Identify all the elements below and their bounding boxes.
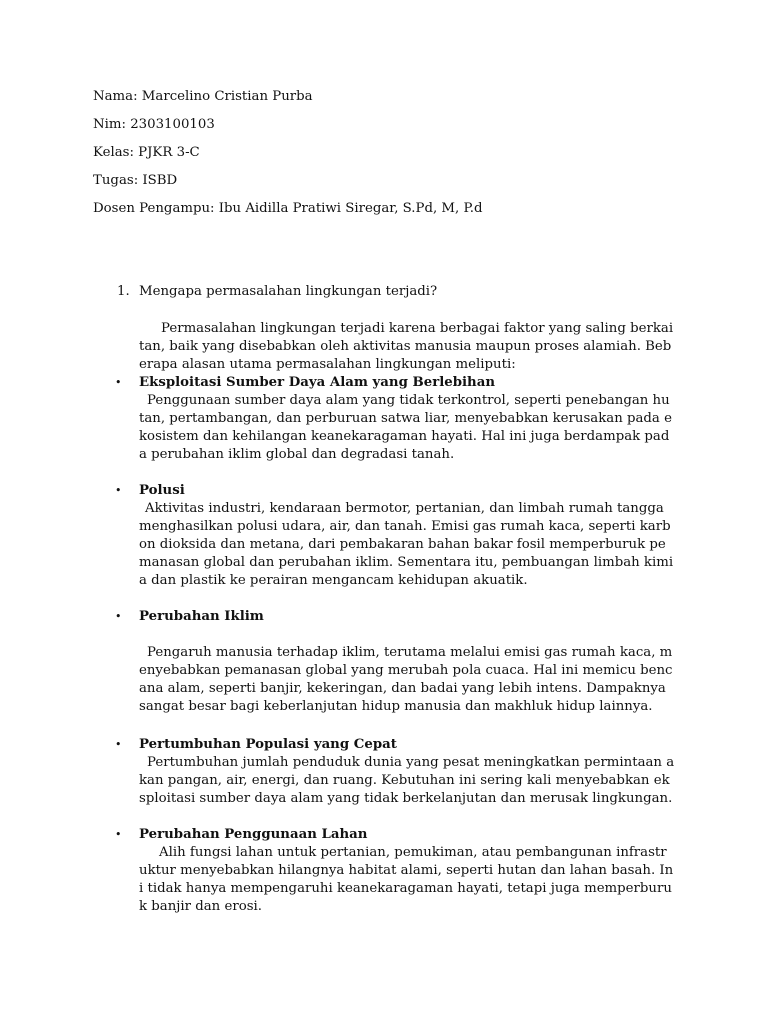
section-body: Pertumbuhan jumlah penduduk dunia yang pesat meningkatkan permintaan akan pangan, air, energi, dan ruang. Kebutuhan ini sering kali menyebabkan eksploitasi sumber daya alam yang tidak berkelanjutan dan merusak lingkungan. [139, 755, 675, 806]
section-body: Pengaruh manusia terhadap iklim, terutama melalui emisi gas rumah kaca, menyebabkan pemanasan global yang merubah pola cuaca. Hal ini memicu bencana alam, seperti banjir, kekeringan, dan badai yang lebih intens. Dampaknya sangat besar bagi keberlanjutan hidup manusia dan makhluk hidup lainnya. [139, 645, 673, 714]
bullet-icon: • [115, 738, 122, 751]
lecturer: Dosen Pengampu: Ibu Aidilla Pratiwi Siregar, S.Pd, M, P.d [93, 201, 483, 216]
student-name: Nama: Marcelino Cristian Purba [93, 89, 313, 104]
bullet-icon: • [115, 610, 122, 623]
section-title: Perubahan Penggunaan Lahan [139, 827, 368, 842]
question-number: 1. [117, 284, 130, 299]
bullet-icon: • [115, 828, 122, 841]
section-body: Penggunaan sumber daya alam yang tidak terkontrol, seperti penebangan hutan, pertambangan, dan perburuan satwa liar, menyebabkan kerusakan pada ekosistem dan kehilangan keanekaragaman hayati. Hal ini juga berdampak pada perubahan iklim global dan degradasi tanah. [139, 393, 672, 462]
section-title: Eksploitasi Sumber Daya Alam yang Berlebihan [139, 375, 496, 390]
bullet-icon: • [115, 484, 122, 497]
section-body: Aktivitas industri, kendaraan bermotor, pertanian, dan limbah rumah tangga menghasilkan polusi udara, air, dan tanah. Emisi gas rumah kaca, seperti karbon dioksida dan metana, dari pembakaran bahan bakar fosil memperburuk pemanasan global dan perubahan iklim. Sementara itu, pembuangan limbah kimia dan plastik ke perairan mengancam kehidupan akuatik. [139, 501, 674, 588]
question-text: Mengapa permasalahan lingkungan terjadi? [139, 284, 438, 299]
bullet-icon: • [115, 376, 122, 389]
intro-paragraph: Permasalahan lingkungan terjadi karena berbagai faktor yang saling berkaitan, baik yang disebabkan oleh aktivitas manusia maupun proses alamiah. Beberapa alasan utama permasalahan lingkungan meliputi: [139, 321, 674, 372]
student-class: Kelas: PJKR 3-C [93, 145, 200, 160]
section-body: Alih fungsi lahan untuk pertanian, pemukiman, atau pembangunan infrastruktur menyebabkan hilangnya habitat alami, seperti hutan dan lahan basah. Ini tidak hanya mempengaruhi keanekaragaman hayati, tetapi juga memperburuk banjir dan erosi. [139, 845, 674, 914]
section-title: Polusi [139, 483, 185, 498]
student-id: Nim: 2303100103 [93, 117, 215, 132]
section-title: Pertumbuhan Populasi yang Cepat [139, 737, 397, 752]
section-title: Perubahan Iklim [139, 609, 264, 624]
assignment: Tugas: ISBD [93, 173, 178, 188]
